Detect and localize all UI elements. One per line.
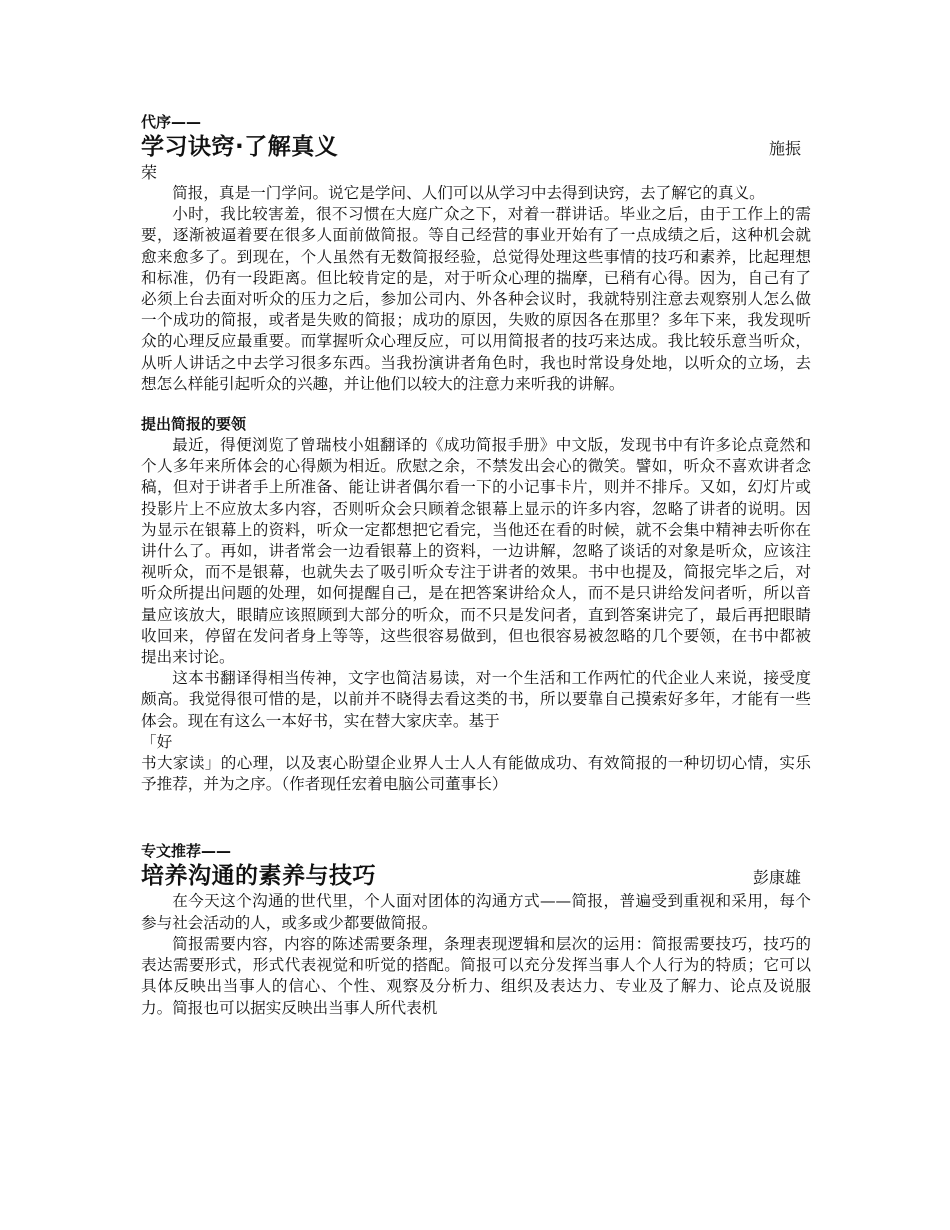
- document-page: [141, 112, 811, 1019]
- preface-paragraph: 最近，得便浏览了曾瑞枝小姐翻译的《成功简报手册》中文版，发现书中有许多论点竟然和个人多年来所体会的心得颇为相近。欣慰之余，不禁发出会心的微笑。譬如，听众不喜欢讲者念稿，但对于讲者手上所准备、能让讲者偶尔看一下的小记事卡片，则并不排斥。又如，幻灯片或投影片上不应放太多内容，否则听众会只顾着念银幕上显示的许多内容，忽略了讲者的说明。因为显示在银幕上的资料，听众一定都想把它看完，当他还在看的时候，就不会集中精神去听你在讲什么了。再如，讲者常会一边看银幕上的资料，一边讲解，忽略了谈话的对象是听众，应该注视听众，而不是银幕，也就失去了吸引听众专注于讲者的效果。书中也提及，简报完毕之后，对听众所提出问题的处理，如何提醒自己，是在把答案讲给众人，而不是只讲给发问者听，所以音量应该放大，眼睛应该照顾到大部分的听众，而不只是发问者，直到答案讲完了，最后再把眼睛收回来，停留在发问者身上等等，这些很容易做到，但也很容易被忽略的几个要领，在书中都被提出来讨论。: [141, 436, 811, 667]
- preface-paragraph: 这本书翻译得相当传神，文字也简洁易读，对一个生活和工作两忙的代企业人来说，接受度颇高。我觉得很可惜的是，以前并不晓得去看这类的书，所以要靠自己摸索好多年，才能有一些体会。现在有这么一本好书，实在替大家庆幸。基于: [141, 669, 811, 730]
- preface-quote-open: 「好: [141, 732, 173, 751]
- preface-author-continued: 荣: [141, 163, 158, 182]
- preface-label: 代序——: [141, 113, 202, 131]
- spacer: [141, 395, 811, 414]
- recommendation-label: 专文推荐——: [141, 842, 232, 861]
- spacer: [141, 795, 811, 841]
- preface-title-row: [141, 132, 811, 162]
- preface-closing: 书大家读」的心理，以及衷心盼望企业界人士人人有能做成功、有效简报的一种切切心情，实乐予推荐，并为之序。（作者现任宏着电脑公司董事长）: [141, 754, 811, 794]
- preface-author: 施振: [768, 139, 801, 158]
- preface-paragraph: 简报，真是一门学问。说它是学问、人们可以从学习中去得到诀窍，去了解它的真义。: [172, 184, 765, 202]
- preface-section: [141, 112, 811, 795]
- preface-subheading: 提出简报的要领: [141, 415, 247, 434]
- recommendation-section: [141, 841, 811, 1018]
- preface-paragraph: 小时，我比较害羞，很不习惯在大庭广众之下，对着一群讲话。毕业之后，由于工作上的需要，逐渐被逼着要在很多人面前做简报。等自己经营的事业开始有了一点成绩之后，这种机会就愈来愈多了。到现在，个人虽然有无数简报经验，总觉得处理这些事情的技巧和素养，比起理想和标准，仍有一段距离。但比较肯定的是，对于听众心理的揣摩，已稍有心得。因为，自己有了必须上台去面对听众的压力之后，参加公司内、外各种会议时，我就特别注意去观察别人怎么做一个成功的简报，或者是失败的简报；成功的原因，失败的原因各在那里？多年下来，我发现听众的心理反应最重要。而掌握听众心理反应，可以用简报者的技巧来达成。我比较乐意当听众，从听人讲话之中去学习很多东西。当我扮演讲者角色时，我也时常设身处地，以听众的立场，去想怎么样能引起听众的兴趣，并让他们以较大的注意力来听我的讲解。: [141, 205, 811, 393]
- preface-title: 学习诀窍·了解真义: [141, 134, 339, 160]
- recommendation-author: 彭康雄: [752, 868, 801, 888]
- recommendation-title-row: [141, 861, 811, 891]
- recommendation-paragraph: 在今天这个沟通的世代里，个人面对团体的沟通方式——简报，普遍受到重视和采用，每个参与社会活动的人，或多或少都要做简报。: [141, 892, 811, 932]
- recommendation-paragraph: 简报需要内容，内容的陈述需要条理，条理表现逻辑和层次的运用：简报需要技巧，技巧的表达需要形式，形式代表视觉和听觉的搭配。简报可以充分发挥当事人个人行为的特质；它可以具体反映出当事人的信心、个性、观察及分析力、组织及表达力、专业及了解力、论点及说服力。简报也可以据实反映出当事人所代表机: [141, 934, 811, 1017]
- recommendation-title: 培养沟通的素养与技巧: [141, 863, 376, 890]
